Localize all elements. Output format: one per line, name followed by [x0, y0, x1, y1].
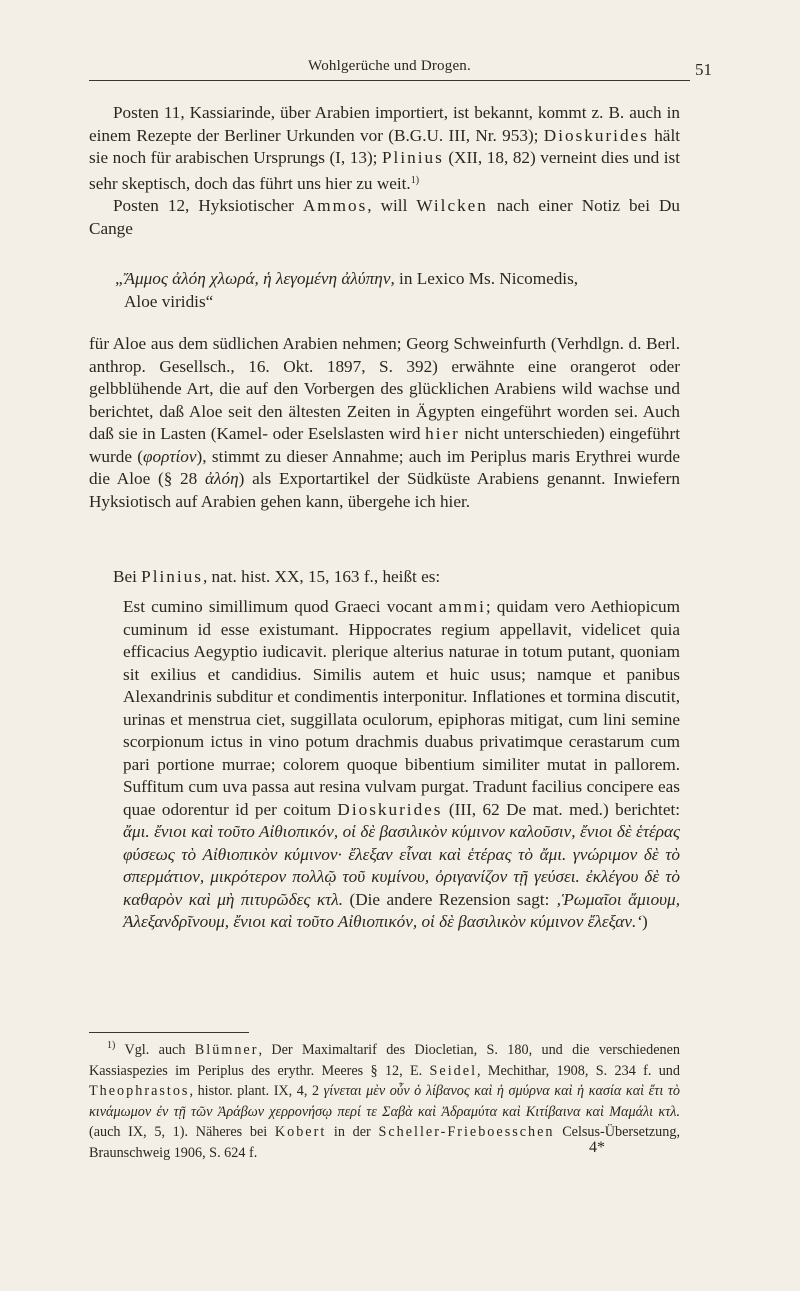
greek-quote: „Ἄμμος ἀλόη χλωρά, ἡ λεγομένη ἀλύπην, — [115, 269, 395, 288]
footnote-ref: 1) — [410, 174, 420, 186]
signature-mark: 4* — [589, 1139, 605, 1156]
author-dioskurides: Dioskurides — [543, 125, 649, 145]
author-dioskurides-2: Dioskurides — [337, 799, 443, 819]
running-title: Wohlgerüche und Drogen. — [308, 58, 471, 74]
paragraph-plinius: Bei Plinius, nat. hist. XX, 15, 163 f., heißt es: — [113, 567, 441, 586]
footnote-divider — [89, 1032, 249, 1033]
latin-quotation: Est cumino simillimum quod Graeci vocant ammi; quidam vero Aethiopicum cuminum id esse existumant. Hippocrates regium appellavit, videlicet quia efficacius Aegyptio iudicavit. plerique alterius naturae in totum putant, quoniam sit exilius et candidius. Similis autem et huic usus; namque et panibus Alexandrinis subditur et condimentis interponitur. Inflationes et tormina discutit, urinas et menstrua ciet, suggillata oculorum, epiphoras mitigat, cum lini semine scorpionum ictus in vino potum drachmis duabus privatimque cerastarum cum pari portione murrae; colorem quoque bibentium similiter mutat in pallorem. Suffitum cum uva passa aut resina vulvam purgat. Tradunt facilius concipere eas quae odorentur id per coitum Dioskurides (III, 62 De mat. med.) berichtet: ἄμι. ἔνιοι καὶ τοῦτο Αἰθιοπικόν, οἱ δὲ βασιλικὸν κύμινον καλοῦσιν, ἔνιοι δὲ ἑτέρας φύσεως τὸ Αἰθιοπικὸν κύμινον· ἔλεξαν εἶναι καὶ ἑτέρας τὸ ἄμι. γνώριμον δὲ τὸ σπερμάτιον, μικρότερον πολλῷ τοῦ κυμίνου, ὀριγανίζον τῇ γεύσει. ἐκλέγου δὲ τὸ καθαρὸν καὶ μὴ πιτυρῶδες κτλ. (Die andere Rezension sagt: ‚Ῥωμαῖοι ἄμιουμ, Ἀλεξανδρῖνουμ, ἔνιοι καὶ τοῦτο Αἰθιοπικόν, οἱ δὲ βασιλικὸν κύμινον ἔλεξαν.‘) — [123, 597, 681, 931]
author-plinius: Plinius — [382, 148, 444, 167]
term-ammos: Ammos — [302, 196, 368, 215]
greek-passage-2: ‚Ῥωμαῖοι ἄμιουμ, Ἀλεξανδρῖνουμ, ἔνιοι καὶ τοῦτο Αἰθιοπικόν, οἱ δὲ βασιλικὸν κύμινον ἔλεξαν.‘ — [123, 889, 680, 931]
body-block-middle — [89, 333, 680, 513]
paragraph-kassiarinde: Posten 11, Kassiarinde, über Arabien importiert, ist bekannt, kommt z. B. auch in einem Rezepte der Berliner Urkunden vor (B.G.U. III, Nr. 953); Dioskurides hält sie noch für arabischen Ursprungs (I, 13); Plinius (XII, 18, 82) verneint dies und ist sehr skeptisch, doch das führt uns hier zu weit.$^{1)}$ — [89, 103, 680, 193]
body-block-top — [89, 102, 680, 240]
paragraph-aloe: für Aloe aus dem südlichen Arabien nehmen; Georg Schweinfurth (Verhdlgn. d. Berl. anthrop. Gesellsch., 16. Okt. 1897, S. 392) erwähnte eine orangerot oder gelbblühende Art, die auf den Vorbergen des glücklichen Arabiens wild wachse und berichtet, daß Aloe seit den ältesten Zeiten in Ägypten eingeführt worden sei. Auch daß sie in Lasten (Kamel- oder Eselslasten wird hier nicht unterschieden) eingeführt wurde (φορτίον), stimmt zu dieser Annahme; auch im Periplus maris Erythrei wurde die Aloe (§ 28 ἀλόη) als Exportartikel der Südküste Arabiens genannt. Inwiefern Hyksiotisch auf Arabien gehen kann, übergehe ich hier. — [89, 334, 680, 511]
du-cange-quote: „Ἄμμος ἀλόη χλωρά, ἡ λεγομένη ἀλύπην, in Lexico Ms. Nicomedis, Aloe viridis“ — [89, 268, 689, 313]
page-number: 51 — [695, 60, 712, 79]
paragraph-hyksiotisch: Posten 12, Hyksiotischer Ammos, will Wilcken nach einer Notiz bei Du Cange — [89, 196, 680, 238]
author-plinius-2: Plinius — [141, 567, 203, 586]
footnote: $^{1)}$ Vgl. auch Blümner, Der Maximaltarif des Diocletian, S. 180, und die verschiedenen Kassiaspezies im Periplus des erythr. Meeres § 12, E. Seidel, Mechithar, 1908, S. 234 f. und Theophrastos, histor. plant. IX, 4, 2 γίνεται μὲν οὖν ὁ λίβανος καὶ ἡ σμύρνα καὶ ἡ κασία καὶ ἔτι τὸ κινάμωμον ἐν τῇ τῶν Ἀράβων χερρονήσῳ περί τε Σαβὰ καὶ Ἀδραμύτα καὶ Κιτίβαινα καὶ Μαμάλι κτλ. (auch IX, 5, 1). Näheres bei Kobert in der Scheller-Frieboesschen Celsus-Übersetzung, Braunschweig 1906, S. 624 f. — [89, 1040, 681, 1161]
running-head — [89, 58, 712, 81]
quote-line-aloe: Aloe viridis“ — [124, 291, 214, 311]
author-wilcken: Wilcken — [416, 196, 488, 215]
body-block-plinius-intro — [89, 566, 680, 589]
greek-passage: ἄμι. ἔνιοι καὶ τοῦτο Αἰθιοπικόν, οἱ δὲ βασιλικὸν κύμινον καλοῦσιν, ἔνιοι δὲ ἑτέρας φύσεως τὸ Αἰθιοπικὸν κύμινον· ἔλεξαν εἶναι καὶ ἑτέρας τὸ ἄμι. γνώριμον δὲ τὸ σπερμάτιον, μικρότερον πολλῷ τοῦ κυμίνου, ὀριγανίζον τῇ γεύσει. ἐκλέγου δὲ τὸ καθαρὸν καὶ μὴ πιτυρῶδες κτλ. — [123, 822, 680, 909]
